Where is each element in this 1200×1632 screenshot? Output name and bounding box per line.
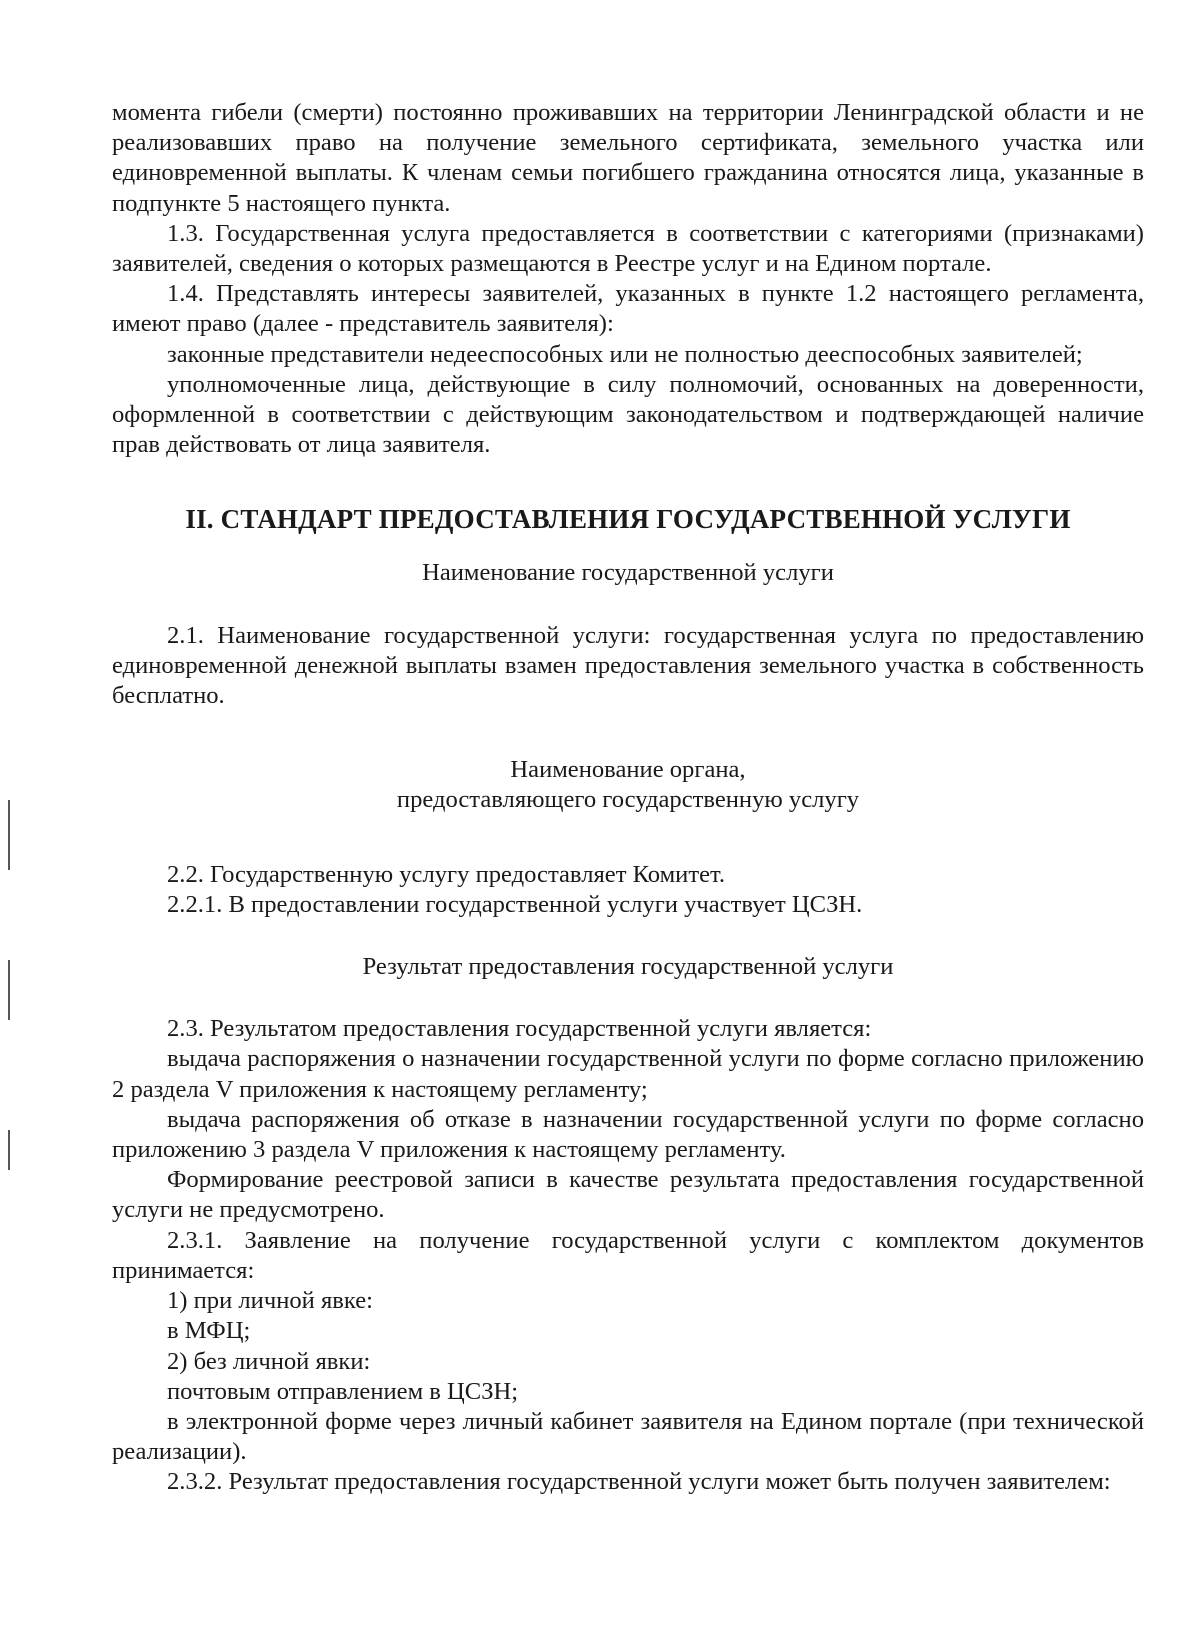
paragraph-legal-representatives: законные представители недееспособных или не полностью дееспособных заявителей; <box>167 340 1083 368</box>
paragraph: момента гибели (смерти) постоянно проживавших на территории Ленинградской области и не реализовавших право на получение земельного сертификата, земельного участка или единовременной выплаты. К членам семьи погибшего гражданина относятся лица, указанные в подпункте 5 настоящего пункта. <box>112 99 1144 217</box>
paragraph-registry-record: Формирование реестровой записи в качестве результата предоставления государственной услуги не предусмотрено. <box>112 1166 1144 1224</box>
paragraph-2-1: 2.1. Наименование государственной услуги: государственная услуга по предоставлению единовременной денежной выплаты взамен предоставления земельного участка в собственность бесплатно. <box>112 621 1144 710</box>
paragraph-2-3-1: 2.3.1. Заявление на получение государственной услуги с комплектом документов принимается: <box>112 1226 1144 1284</box>
scan-mark <box>8 1130 10 1170</box>
subheading-service-name: Наименование государственной услуги <box>422 559 834 587</box>
list-item: почтовым отправлением в ЦСЗН; <box>167 1377 519 1405</box>
scan-mark <box>8 960 10 1020</box>
paragraph-2-3: 2.3. Результатом предоставления государственной услуги является: <box>167 1015 872 1043</box>
subheading-result: Результат предоставления государственной услуги <box>362 953 894 981</box>
section-title: II. СТАНДАРТ ПРЕДОСТАВЛЕНИЯ ГОСУДАРСТВЕННОЙ УСЛУГИ <box>185 504 1071 535</box>
paragraph-2-2: 2.2. Государственную услугу предоставляет Комитет. <box>167 860 726 888</box>
scan-mark <box>8 800 10 870</box>
paragraph-result-refusal: выдача распоряжения об отказе в назначении государственной услуги по форме согласно приложению 3 раздела V приложения к настоящему регламенту. <box>112 1105 1144 1164</box>
paragraph-result-grant: выдача распоряжения о назначении государственной услуги по форме согласно приложению 2 раздела V приложения к настоящему регламенту; <box>112 1045 1144 1103</box>
list-item: 2) без личной явки: <box>167 1347 371 1375</box>
top-paragraphs <box>112 98 1144 460</box>
paragraph-authorized-persons: уполномоченные лица, действующие в силу полномочий, основанных на доверенности, оформленной в соответствии с действующим законодательством и подтверждающей наличие прав действовать от лица заявителя. <box>112 370 1144 459</box>
list-item: в электронной форме через личный кабинет заявителя на Едином портале (при технической реализации). <box>112 1407 1144 1466</box>
scan-margin-marks <box>8 0 14 1632</box>
subheading-organ-line1: Наименование органа, <box>510 756 746 784</box>
paragraph-1-3: 1.3. Государственная услуга предоставляется в соответствии с категориями (признаками) заявителей, сведения о которых размещаются в Реестре услуг и на Едином портале. <box>112 219 1144 278</box>
paragraph-1-4: 1.4. Представлять интересы заявителей, указанных в пункте 1.2 настоящего регламента, имеют право (далее - представитель заявителя): <box>112 280 1144 338</box>
paragraph-2-2-1: 2.2.1. В предоставлении государственной услуги участвует ЦСЗН. <box>167 890 863 918</box>
list-item: 1) при личной явке: <box>167 1287 373 1315</box>
bottom-paragraphs <box>112 1014 1144 1497</box>
document-page <box>112 98 1144 1498</box>
paragraph-2-3-2: 2.3.2. Результат предоставления государственной услуги может быть получен заявителем: <box>167 1468 1111 1496</box>
subheading-organ-line2: предоставляющего государственную услугу <box>396 786 860 814</box>
list-item: в МФЦ; <box>167 1317 251 1345</box>
